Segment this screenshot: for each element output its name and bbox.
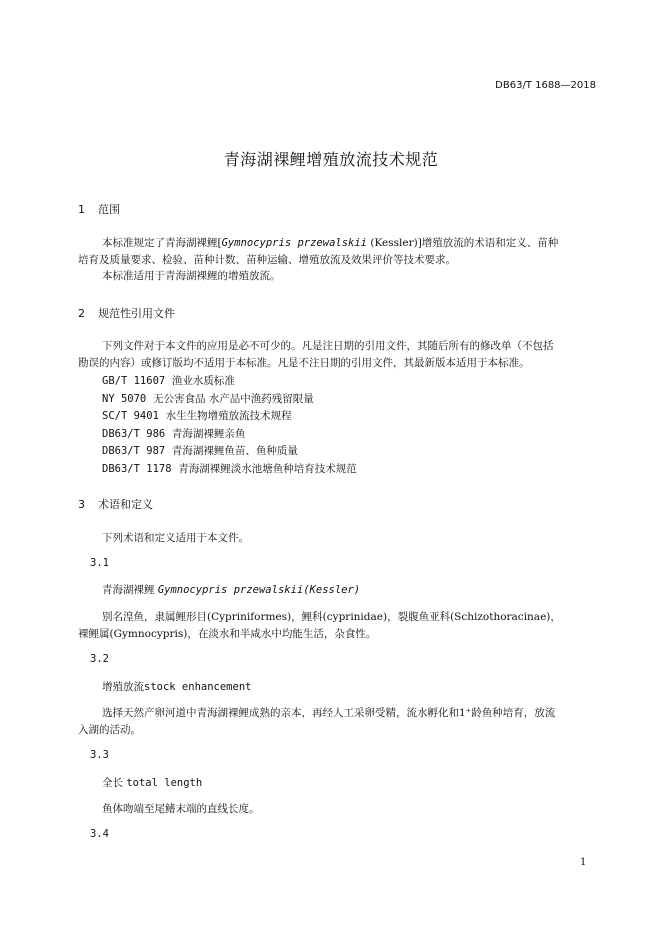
section-number: 3 [78,498,85,511]
term-number: 3.1 [90,557,109,569]
section-1-paragraph-2: 本标准适用于青海湖裸鲤的增殖放流。 [102,270,281,282]
section-2-paragraph-line-2: 勘误的内容）或修订版均不适用于本标准。凡是不注日期的引用文件，其最新版本适用于本标准。 [78,357,530,369]
section-title: 规范性引用文件 [98,307,175,320]
document-code: DB63/T 1688—2018 [495,80,596,91]
section-3-heading [78,496,153,512]
term-definition: 鱼体吻端至尾鳍末端的直线长度。 [102,803,260,815]
reference-item: GB/T 11607 渔业水质标准 [102,375,235,387]
section-title: 范围 [98,203,120,216]
term-definition-line-2: 裸鲤属(Gymnocypris)，在淡水和半咸水中均能生活，杂食性。 [78,628,377,640]
term-number: 3.3 [90,749,109,761]
scientific-name: Gymnocypris przewalskii [221,237,368,249]
term-definition-line-1: 选择天然产卵河道中青海湖裸鲤成熟的亲本，再经人工采卵受精，流水孵化和1⁺龄鱼种培育，放流 [102,707,556,719]
term-english: total length [126,777,203,789]
section-number: 1 [78,203,85,216]
section-3-intro: 下列术语和定义适用于本文件。 [102,532,249,544]
reference-item: DB63/T 986 青海湖裸鲤亲鱼 [102,428,246,440]
section-title: 术语和定义 [98,498,153,511]
term-number: 3.2 [90,653,109,665]
section-1-paragraph-1-line-2: 培育及质量要求、检验、苗种计数、苗种运输、增殖放流及效果评价等技术要求。 [78,254,456,266]
section-1-paragraph-1-line-1: 本标准规定了青海湖裸鲤[Gymnocypris przewalskii (Kessler)]增殖放流的术语和定义、苗种 [102,237,559,249]
term-name: 增殖放流stock enhancement [102,681,252,693]
page-number: 1 [580,857,587,868]
page-title: 青海湖裸鲤增殖放流技术规范 [223,150,439,169]
term-name: 青海湖裸鲤 Gymnocypris przewalskii(Kessler) [102,584,361,596]
reference-item: SC/T 9401 水生生物增殖放流技术规程 [102,410,292,422]
term-definition-line-1: 别名湟鱼，隶属鲤形目(Cypriniformes)，鲤科(cyprinidae)，裂腹鱼亚科(Schizothoracinae)， [102,611,561,623]
scientific-name: Gymnocypris przewalskii(Kessler) [157,584,361,596]
term-name: 全长 total length [102,777,203,789]
section-number: 2 [78,307,85,320]
section-2-heading [78,305,175,321]
term-english: stock enhancement [144,681,252,693]
reference-item: DB63/T 1178 青海湖裸鲤淡水池塘鱼种培育技术规范 [102,463,357,475]
term-number: 3.4 [90,828,109,840]
reference-item: DB63/T 987 青海湖裸鲤鱼苗、鱼种质量 [102,445,298,457]
section-1-heading [78,201,120,217]
reference-item: NY 5070 无公害食品 水产品中渔药残留限量 [102,393,314,405]
section-2-paragraph-line-1: 下列文件对于本文件的应用是必不可少的。凡是注日期的引用文件，其随后所有的修改单（不包括 [102,340,554,352]
term-definition-line-2: 入湖的活动。 [78,724,141,736]
